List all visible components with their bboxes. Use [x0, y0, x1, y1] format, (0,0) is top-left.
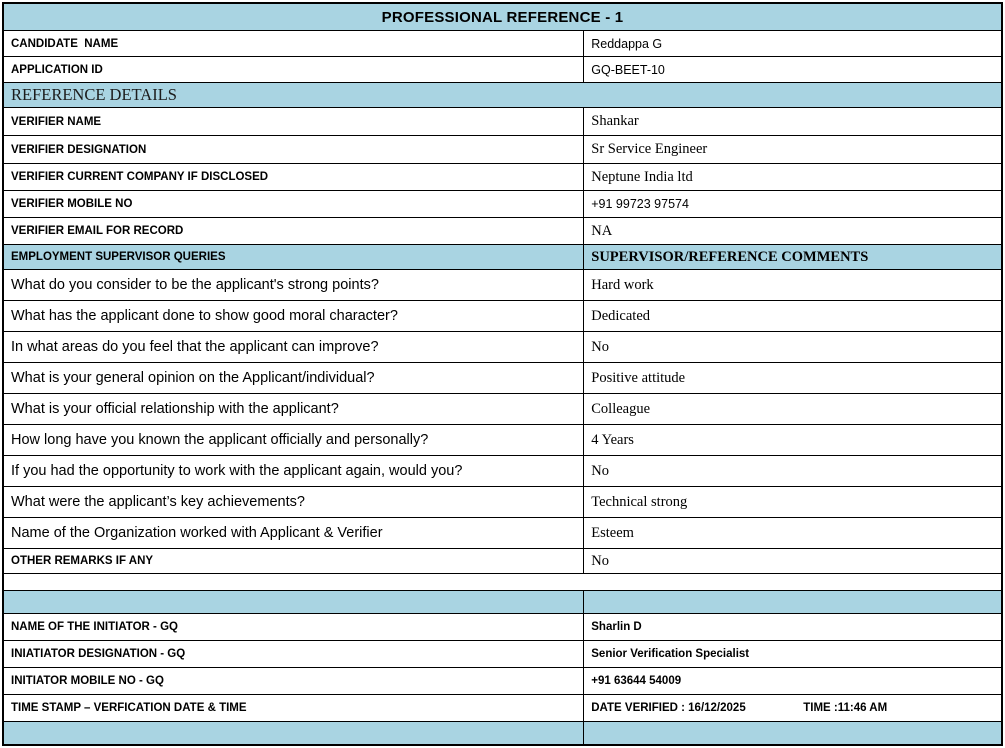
query-question: What is your general opinion on the Applicant/individual? — [4, 363, 584, 393]
query-row-key-achievements — [4, 487, 1001, 518]
verifier-designation-value: Sr Service Engineer — [591, 141, 708, 157]
query-answer: Esteem — [591, 524, 634, 541]
query-answer: Dedicated — [591, 307, 651, 324]
initiator-name-value: Sharlin D — [591, 621, 642, 633]
footer-cell-left — [4, 722, 584, 744]
other-remarks-row — [4, 549, 1001, 574]
query-question: In what areas do you feel that the applicant can improve? — [4, 332, 584, 362]
initiator-name-row — [4, 614, 1001, 641]
query-question: If you had the opportunity to work with the applicant again, would you? — [4, 456, 584, 486]
query-question: Name of the Organization worked with Applicant & Verifier — [4, 518, 584, 548]
verifier-designation-row — [4, 136, 1001, 164]
initiator-mobile-row — [4, 668, 1001, 695]
other-remarks-value: No — [591, 552, 609, 569]
initiator-mobile-value: +91 63644 54009 — [591, 675, 682, 687]
queries-header-left: EMPLOYMENT SUPERVISOR QUERIES — [4, 245, 584, 269]
initiator-mobile-label: INITIATOR MOBILE NO - GQ — [4, 668, 584, 694]
query-question: What has the applicant done to show good moral character? — [4, 301, 584, 331]
query-row-general-opinion — [4, 363, 1001, 394]
candidate-name-label: CANDIDATE NAME — [4, 31, 584, 56]
query-answer: 4 Years — [591, 431, 634, 448]
application-id-value: GQ-BEET-10 — [591, 62, 665, 77]
query-answer: Colleague — [591, 400, 651, 417]
spacer-row — [4, 574, 1001, 591]
verifier-company-value: Neptune India ltd — [591, 168, 693, 185]
initiator-designation-label: INIATIATOR DESIGNATION - GQ — [4, 641, 584, 667]
verifier-mobile-row — [4, 191, 1001, 218]
query-answer: No — [591, 462, 609, 479]
timestamp-row — [4, 695, 1001, 722]
query-row-relationship — [4, 394, 1001, 425]
verifier-name-label: VERIFIER NAME — [4, 108, 584, 135]
timestamp-label: TIME STAMP – VERFICATION DATE & TIME — [4, 695, 584, 721]
initiator-designation-value: Senior Verification Specialist — [591, 648, 750, 660]
query-row-strong-points — [4, 270, 1001, 301]
verifier-name-row — [4, 108, 1001, 136]
candidate-name-row — [4, 31, 1001, 57]
divider-cell-left — [4, 591, 584, 613]
footer-row — [4, 722, 1001, 744]
query-question: What do you consider to be the applicant's strong points? — [4, 270, 584, 300]
verifier-name-value: Shankar — [591, 113, 639, 129]
query-answer: Positive attitude — [591, 369, 686, 386]
professional-reference-form — [2, 2, 1003, 746]
candidate-name-value: Reddappa G — [591, 36, 663, 51]
application-id-row — [4, 57, 1001, 83]
query-row-moral-character — [4, 301, 1001, 332]
query-answer: Technical strong — [591, 493, 688, 510]
verifier-company-row — [4, 164, 1001, 191]
initiator-designation-row — [4, 641, 1001, 668]
verifier-mobile-label: VERIFIER MOBILE NO — [4, 191, 584, 217]
time-verified: TIME :11:46 AM — [803, 702, 888, 714]
verifier-email-value: NA — [591, 222, 613, 239]
query-question: What is your official relationship with the applicant? — [4, 394, 584, 424]
form-title: PROFESSIONAL REFERENCE - 1 — [4, 4, 1001, 30]
verifier-email-row — [4, 218, 1001, 245]
query-row-improve — [4, 332, 1001, 363]
reference-details-title: REFERENCE DETAILS — [4, 83, 1001, 107]
spacer-cell — [4, 574, 1001, 590]
reference-details-section-row — [4, 83, 1001, 108]
query-row-known-duration — [4, 425, 1001, 456]
section-divider-row — [4, 591, 1001, 614]
verifier-mobile-value: +91 99723 97574 — [591, 197, 689, 211]
other-remarks-label: OTHER REMARKS IF ANY — [4, 549, 584, 573]
query-row-work-again — [4, 456, 1001, 487]
application-id-label: APPLICATION ID — [4, 57, 584, 82]
query-answer: No — [591, 338, 609, 355]
initiator-name-label: NAME OF THE INITIATOR - GQ — [4, 614, 584, 640]
form-title-row — [4, 4, 1001, 31]
query-question: How long have you known the applicant officially and personally? — [4, 425, 584, 455]
verifier-company-label: VERIFIER CURRENT COMPANY IF DISCLOSED — [4, 164, 584, 190]
query-answer: Hard work — [591, 276, 654, 293]
query-row-organization — [4, 518, 1001, 549]
queries-header-right: SUPERVISOR/REFERENCE COMMENTS — [584, 245, 1001, 269]
queries-header-row — [4, 245, 1001, 270]
verifier-designation-label: VERIFIER DESIGNATION — [4, 136, 584, 163]
verifier-email-label: VERIFIER EMAIL FOR RECORD — [4, 218, 584, 244]
divider-cell-right — [584, 591, 1001, 613]
date-verified: DATE VERIFIED : 16/12/2025 — [591, 702, 746, 714]
query-question: What were the applicant’s key achievements? — [4, 487, 584, 517]
timestamp-value — [584, 695, 1001, 721]
footer-cell-right — [584, 722, 1001, 744]
